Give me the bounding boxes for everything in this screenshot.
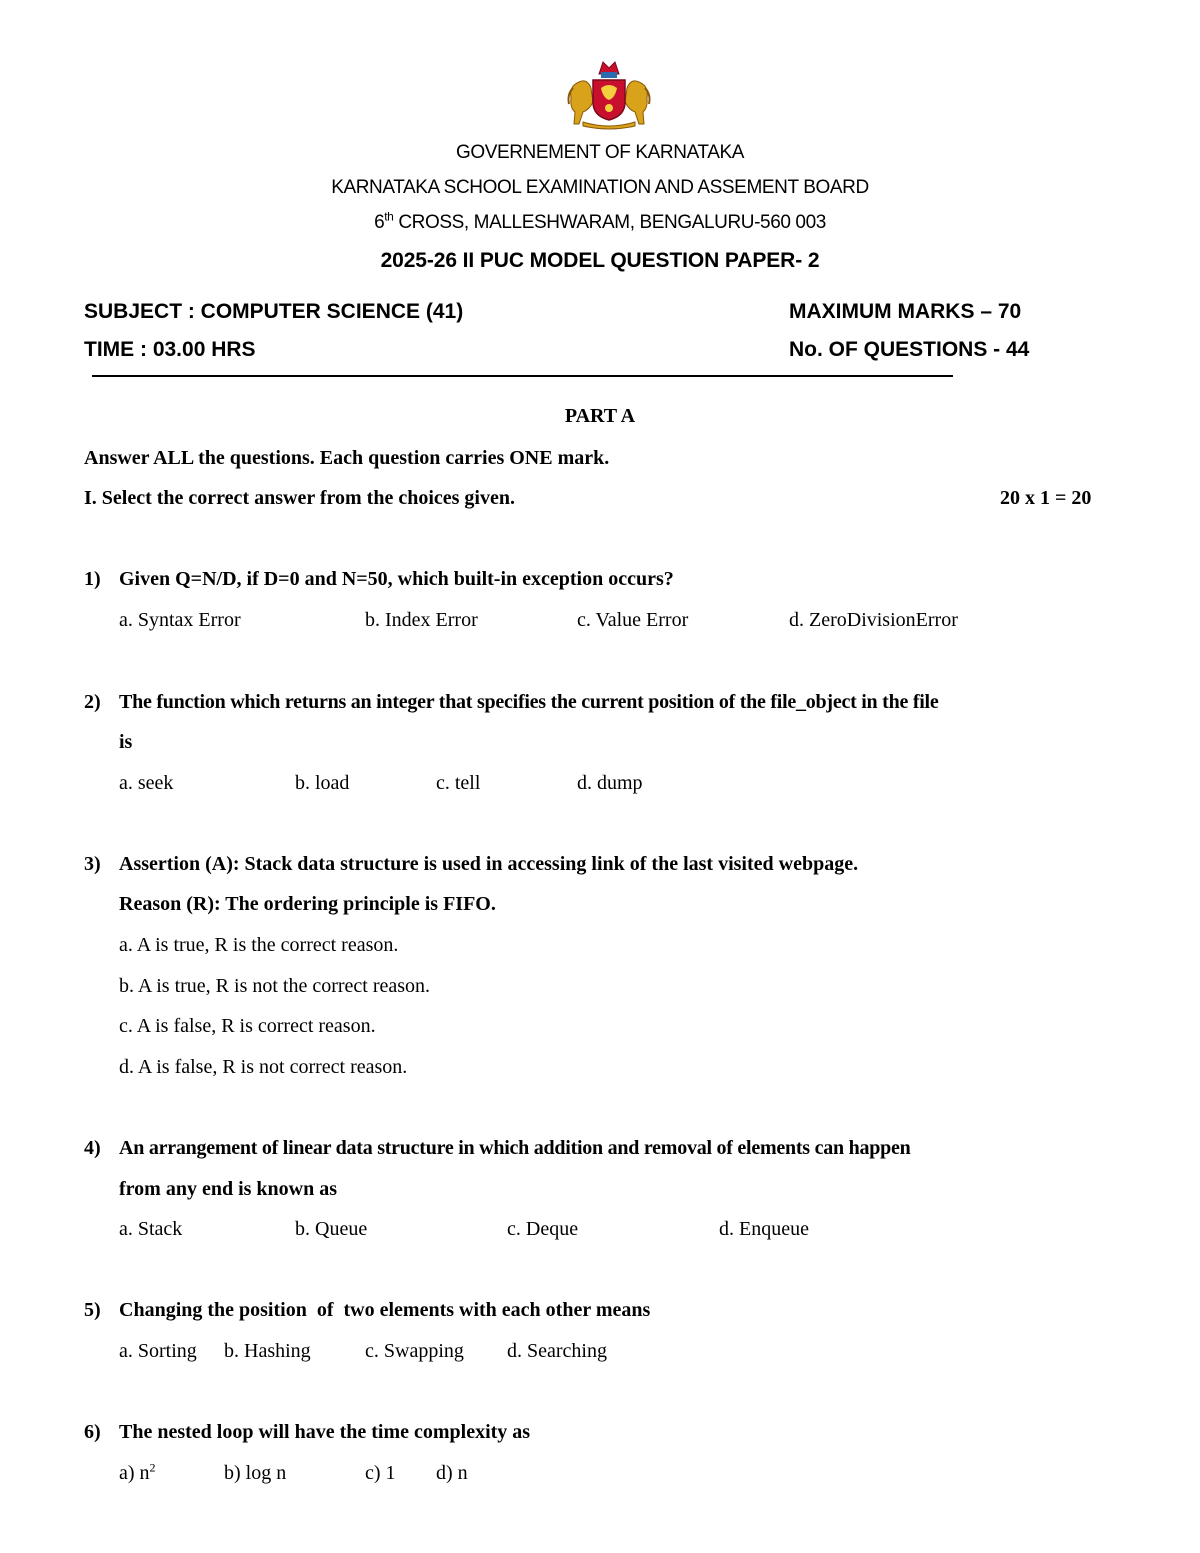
option-d: d. Searching [507, 1340, 607, 1362]
option-a: a) $n^2$ [119, 1460, 156, 1484]
subject-label: SUBJECT : COMPUTER SCIENCE (41) [84, 300, 464, 323]
section-marks: 20 x 1 = 20 [1000, 487, 1092, 509]
question-number: 5) [84, 1299, 101, 1321]
option-a: a. Stack [119, 1218, 183, 1240]
karnataka-state-emblem-icon [565, 58, 653, 130]
question-number: 2) [84, 691, 101, 713]
option-a: a. seek [119, 772, 174, 794]
option-b: b. A is true, R is not the correct reason. [119, 975, 431, 997]
time-label: TIME : 03.00 HRS [84, 338, 256, 361]
number-of-questions: No. OF QUESTIONS - 44 [789, 338, 1030, 361]
part-title: PART A [564, 405, 636, 427]
question-number: 3) [84, 853, 101, 875]
option-a: a. Syntax Error [119, 609, 241, 631]
section-label: I. Select the correct answer from the choices given. [84, 487, 515, 509]
option-a: a. A is true, R is the correct reason. [119, 934, 399, 956]
option-c: c. Swapping [365, 1340, 464, 1362]
question-text: The nested loop will have the time complexity as [119, 1421, 531, 1443]
option-d: d) n [436, 1462, 468, 1484]
option-c: c. Deque [507, 1218, 579, 1240]
option-b: b. Index Error [365, 609, 478, 631]
option-b: b. Hashing [224, 1340, 311, 1362]
board-title: KARNATAKA SCHOOL EXAMINATION AND ASSEMENT BOARD [331, 177, 869, 198]
option-b: b. Queue [295, 1218, 368, 1240]
question-text-continued: is [119, 731, 133, 753]
option-c: c. A is false, R is correct reason. [119, 1015, 376, 1037]
question-text: Given Q=N/D, if D=0 and N=50, which built-in exception occurs? [119, 568, 674, 590]
maximum-marks: MAXIMUM MARKS – 70 [789, 300, 1022, 323]
option-b: b) log n [224, 1462, 287, 1484]
option-c: c. Value Error [577, 609, 689, 631]
question-number: 6) [84, 1421, 101, 1443]
assertion-text: Assertion (A): Stack data structure is used in accessing link of the last visited webpage. [119, 853, 859, 875]
header-divider [92, 375, 953, 377]
question-text-continued: from any end is known as [119, 1178, 338, 1200]
question-number: 4) [84, 1137, 101, 1159]
option-d: d. ZeroDivisionError [789, 609, 958, 631]
paper-title: 2025-26 II PUC MODEL QUESTION PAPER- 2 [380, 249, 820, 272]
part-instruction: Answer ALL the questions. Each question carries ONE mark. [84, 447, 610, 469]
question-text: The function which returns an integer that specifies the current position of the file_object in the file [119, 691, 939, 713]
question-number: 1) [84, 568, 101, 590]
reason-text: Reason (R): The ordering principle is FIFO. [119, 893, 496, 915]
option-c: c. tell [436, 772, 481, 794]
option-d: d. A is false, R is not correct reason. [119, 1056, 408, 1078]
option-a: a. Sorting [119, 1340, 197, 1362]
option-d: d. Enqueue [719, 1218, 809, 1240]
question-text: An arrangement of linear data structure in which addition and removal of elements can happen [119, 1137, 911, 1159]
board-address: 6th CROSS, MALLESHWARAM, BENGALURU-560 003 [374, 209, 826, 233]
question-text: Changing the position of two elements with each other means [119, 1299, 651, 1321]
government-title: GOVERNEMENT OF KARNATAKA [455, 142, 745, 163]
option-b: b. load [295, 772, 350, 794]
option-d: d. dump [577, 772, 643, 794]
option-c: c) 1 [365, 1462, 396, 1484]
